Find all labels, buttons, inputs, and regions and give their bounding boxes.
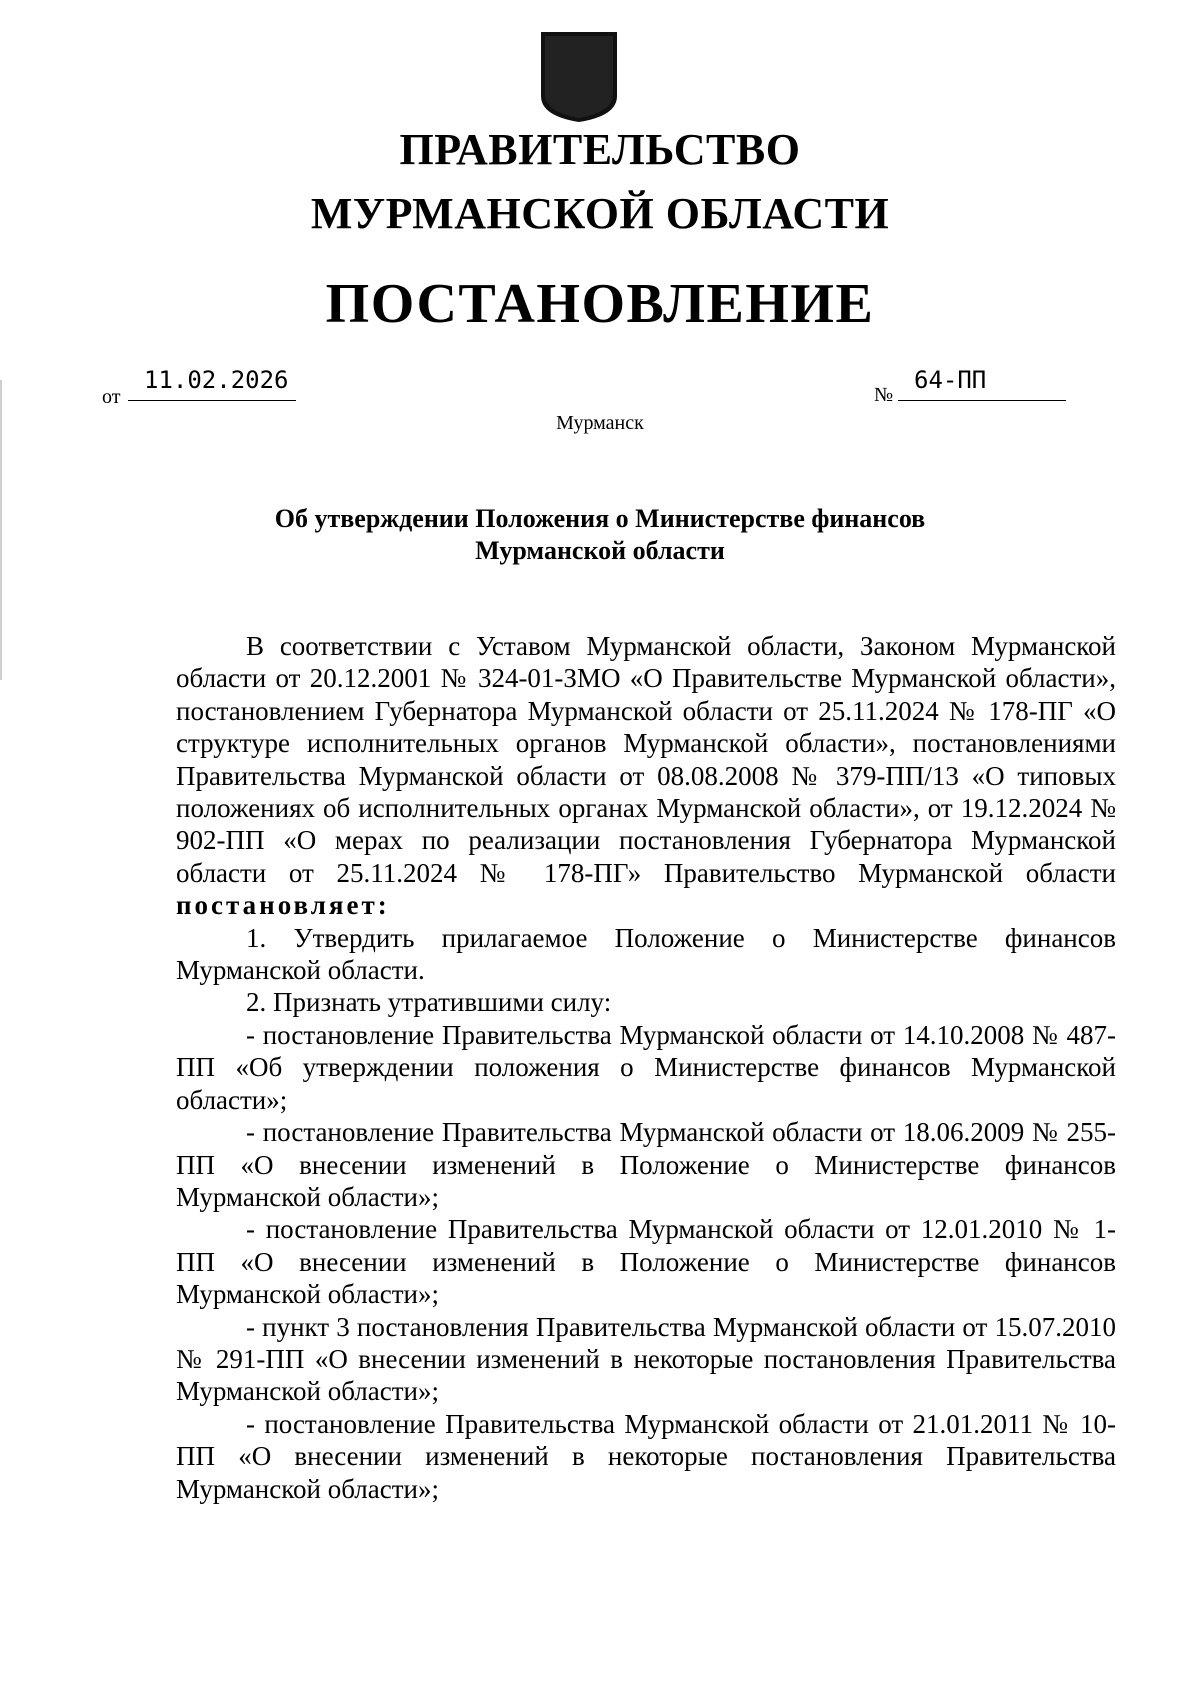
item-2: 2. Признать утратившими силу: xyxy=(246,987,612,1018)
repealed-item: - постановление Правительства Мурманской области от 18.06.2009 № 255-ПП «О внесении изменений в Положение о Министерстве финансов Мурманской области»; xyxy=(176,1117,1116,1212)
government-name-line1: ПРАВИТЕЛЬСТВО xyxy=(399,125,801,174)
preamble-text: В соответствии с Уставом Мурманской области, Законом Мурманской области от 20.12.2001 № 324-01-ЗМО «О Правительстве Мурманской области», постановлением Губернатора Мурманской области от 25.11.2024 № 178-ПГ «О структуре исполнительных органов Мурманской области», постановлениями Правительства Мурманской области от 08.08.2008 № 379-ПП/13 «О типовых положениях об исполнительных органах Мурманской области», от 19.12.2024 № 902-ПП «О мерах по реализации постановления Губернатора Мурманской области от 25.11.2024 № 178-ПГ» Правительство Мурманской области xyxy=(176,631,1116,888)
document-body xyxy=(176,630,1116,1505)
document-type: ПОСТАНОВЛЕНИЕ xyxy=(325,273,875,335)
city-name: Мурманск xyxy=(556,412,644,434)
title-line2: Мурманской области xyxy=(475,536,725,565)
date-label: от xyxy=(102,386,121,408)
document-title xyxy=(0,503,1200,567)
resolves-word: постановляет: xyxy=(176,890,390,921)
number-label: № xyxy=(874,384,894,406)
date-value: 11.02.2026 xyxy=(128,366,296,401)
repealed-item: - пункт 3 постановления Правительства Мурманской области от 15.07.2010 № 291-ПП «О внесении изменений в некоторые постановления Правительства Мурманской области»; xyxy=(176,1311,1116,1407)
repealed-item: - постановление Правительства Мурманской области от 21.01.2011 № 10-ПП «О внесении изменений в некоторые постановления Правительства Мурманской области»; xyxy=(176,1408,1116,1504)
repealed-item: - постановление Правительства Мурманской области от 12.01.2010 № 1-ПП «О внесении изменений в Положение о Министерстве финансов Мурманской области»; xyxy=(176,1214,1116,1310)
title-line1: Об утверждении Положения о Министерстве финансов xyxy=(274,504,926,533)
item-1: 1. Утвердить прилагаемое Положение о Министерстве финансов Мурманской области. xyxy=(176,922,1116,986)
preamble-paragraph xyxy=(176,630,1116,922)
number-value: 64-ПП xyxy=(898,366,1066,401)
coat-of-arms-icon xyxy=(539,30,619,124)
repealed-item: - постановление Правительства Мурманской области от 14.10.2008 № 487-ПП «Об утверждении положения о Министерстве финансов Мурманской области»; xyxy=(176,1019,1116,1115)
government-name-line2: МУРМАНСКОЙ ОБЛАСТИ xyxy=(310,189,890,238)
